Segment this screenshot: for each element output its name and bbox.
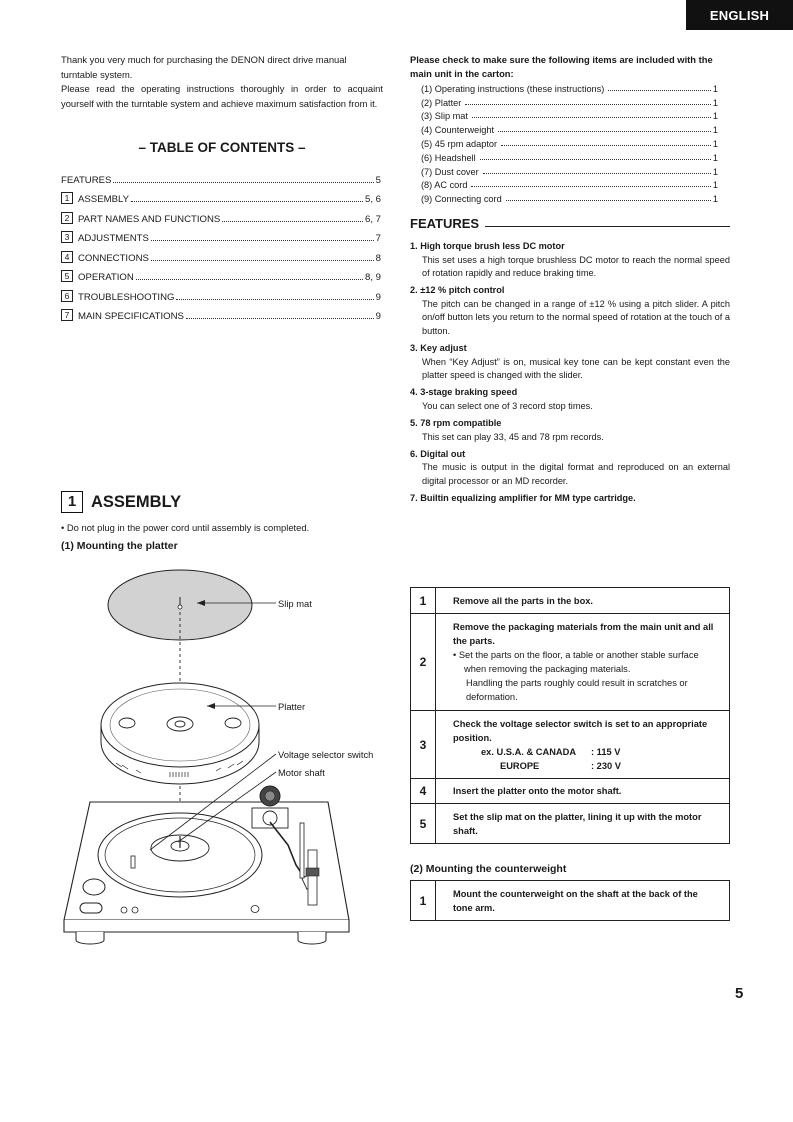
checklist-item-qty: 1 xyxy=(712,194,718,205)
checklist-item-label: (5) 45 rpm adaptor xyxy=(421,138,498,149)
toc-item-number: 7 xyxy=(61,309,73,321)
feature-item xyxy=(410,448,730,489)
step-text: Check the voltage selector switch is set to an appropriate position. xyxy=(453,718,708,743)
checklist-item-label: (7) Dust cover xyxy=(421,166,479,177)
leader-dots xyxy=(465,104,711,105)
leader-dots xyxy=(498,131,711,132)
assembly-warning: • Do not plug in the power cord until assembly is completed. xyxy=(61,522,310,533)
feature-title: 4. 3-stage braking speed xyxy=(410,387,518,398)
toc-leader-dots xyxy=(113,182,373,183)
feature-item xyxy=(410,386,730,413)
checklist-item-label: (4) Counterweight xyxy=(421,125,495,136)
feature-description: The music is output in the digital format and reproduced on an external digital processor or an MD recorder. xyxy=(422,462,730,486)
features-title: FEATURES xyxy=(410,216,480,231)
toc-leader-dots xyxy=(176,299,373,300)
step-text: Remove all the parts in the box. xyxy=(436,588,730,614)
toc-item[interactable] xyxy=(61,186,381,206)
feature-title: 5. 78 rpm compatible xyxy=(410,418,502,429)
feature-item xyxy=(410,342,730,383)
table-row xyxy=(411,881,730,921)
section-title: ASSEMBLY xyxy=(91,492,182,511)
list-item xyxy=(421,149,718,163)
subheading-mounting-counterweight: (2) Mounting the counterweight xyxy=(410,863,567,875)
list-item xyxy=(421,163,718,177)
feature-title: 6. Digital out xyxy=(410,448,466,459)
toc-item-page: 6, 7 xyxy=(364,213,381,225)
leader-dots xyxy=(480,159,711,160)
toc-title: – TABLE OF CONTENTS – xyxy=(138,140,306,155)
feature-title: 7. Builtin equalizing amplifier for MM type cartridge. xyxy=(410,493,636,504)
feature-description: The pitch can be changed in a range of ±12 % using a pitch slider. A pitch on/off button lets you return to the normal speed of rotation at the touch of a button. xyxy=(422,298,730,337)
voltage-region-label: EUROPE xyxy=(500,760,540,771)
checklist-item-qty: 1 xyxy=(712,152,718,163)
step-number: 5 xyxy=(411,804,436,844)
toc-leader-dots xyxy=(131,201,363,202)
toc-item[interactable] xyxy=(61,166,381,186)
step-text-block xyxy=(436,614,730,711)
table-row xyxy=(411,804,730,844)
table-row xyxy=(411,614,730,711)
step-bullet: • Set the parts on the floor, a table or another stable surface when removing the packaging materials. xyxy=(453,650,699,674)
leader-dots xyxy=(472,117,711,118)
assembly-steps-table xyxy=(410,587,730,844)
step-text: Mount the counterweight on the shaft at the back of the tone arm. xyxy=(436,881,730,921)
toc-item-number: 4 xyxy=(61,251,73,263)
list-item xyxy=(421,190,718,204)
list-item xyxy=(421,108,718,122)
toc-item[interactable] xyxy=(61,283,381,303)
step-text: Set the slip mat on the platter, lining it up with the motor shaft. xyxy=(436,804,730,844)
feature-item xyxy=(410,417,730,444)
checklist-item-qty: 1 xyxy=(712,111,718,122)
subheading-mounting-platter: (1) Mounting the platter xyxy=(61,540,178,552)
toc-item-label: ASSEMBLY xyxy=(78,194,130,205)
table-of-contents xyxy=(61,166,381,322)
heading-rule xyxy=(485,226,730,227)
feature-title: 3. Key adjust xyxy=(410,343,467,354)
checklist xyxy=(421,80,718,204)
checklist-item-label: (6) Headshell xyxy=(421,152,476,163)
feature-item xyxy=(410,284,730,338)
checklist-item-qty: 1 xyxy=(712,83,718,94)
toc-item[interactable] xyxy=(61,205,381,225)
section-number-box: 1 xyxy=(61,491,83,513)
toc-item[interactable] xyxy=(61,244,381,264)
label-platter: Platter xyxy=(278,701,306,712)
features-list xyxy=(410,240,730,509)
checklist-item-qty: 1 xyxy=(712,125,718,136)
leader-dots xyxy=(501,145,711,146)
toc-item-page: 7 xyxy=(375,233,381,244)
features-heading xyxy=(410,216,730,231)
table-row xyxy=(411,588,730,614)
checklist-item-label: (2) Platter xyxy=(421,97,462,108)
page-number: 5 xyxy=(735,985,744,1002)
checklist-item-qty: 1 xyxy=(712,166,718,177)
step-text: Insert the platter onto the motor shaft. xyxy=(436,779,730,804)
toc-item-label: FEATURES xyxy=(61,174,112,186)
step-number: 1 xyxy=(411,881,436,921)
step-number: 1 xyxy=(411,588,436,614)
voltage-value: : 115 V xyxy=(591,746,621,757)
step-note: Handling the parts roughly could result in scratches or deformation. xyxy=(466,678,688,702)
voltage-region-label: ex. U.S.A. & CANADA xyxy=(481,746,577,757)
voltage-value: : 230 V xyxy=(591,760,621,771)
label-slip-mat: Slip mat xyxy=(278,598,312,609)
step-number: 4 xyxy=(411,779,436,804)
checklist-heading: Please check to make sure the following items are included with the main unit in the carton: xyxy=(410,54,713,79)
toc-item-label: CONNECTIONS xyxy=(78,252,149,264)
checklist-item-label: (3) Slip mat xyxy=(421,111,468,122)
label-motor-shaft: Motor shaft xyxy=(278,767,325,778)
table-row xyxy=(411,711,730,779)
toc-item-page: 8 xyxy=(375,252,381,264)
toc-item[interactable] xyxy=(61,264,381,284)
toc-item-label: MAIN SPECIFICATIONS xyxy=(78,311,184,322)
intro-paragraph-1: Thank you very much for purchasing the DENON direct drive manual turntable system. xyxy=(61,54,347,80)
toc-item-page: 8, 9 xyxy=(364,272,381,283)
label-voltage-selector: Voltage selector switch xyxy=(278,749,374,760)
feature-description: This set uses a high torque brushless DC motor to reach the normal speed of rotation rapidly and reduce braking time. xyxy=(422,254,730,279)
turntable-assembly-diagram xyxy=(60,560,400,975)
intro-text xyxy=(61,53,383,111)
toc-item-number: 6 xyxy=(61,290,73,302)
toc-item-number: 3 xyxy=(61,231,73,243)
checklist-item-label: (9) Connecting cord xyxy=(421,194,502,205)
toc-item-label: OPERATION xyxy=(78,272,134,283)
toc-leader-dots xyxy=(222,221,363,222)
toc-item[interactable] xyxy=(61,225,381,245)
step-number: 2 xyxy=(411,614,436,711)
checklist-item-label: (1) Operating instructions (these instructions) xyxy=(421,83,605,94)
feature-title: 1. High torque brush less DC motor xyxy=(410,241,565,251)
feature-description: This set can play 33, 45 and 78 rpm records. xyxy=(422,431,604,442)
feature-item xyxy=(410,492,730,506)
feature-title: 2. ±12 % pitch control xyxy=(410,285,505,296)
checklist-item-qty: 1 xyxy=(712,138,718,149)
leader-dots xyxy=(471,186,710,187)
leader-dots xyxy=(506,200,711,201)
toc-item-label: TROUBLESHOOTING xyxy=(78,291,175,303)
toc-item-page: 9 xyxy=(375,311,381,322)
toc-leader-dots xyxy=(186,318,374,319)
toc-leader-dots xyxy=(151,240,374,241)
voltage-example-us xyxy=(453,745,719,759)
toc-item-number: 5 xyxy=(61,270,73,282)
toc-item[interactable] xyxy=(61,303,381,323)
leader-dots xyxy=(483,173,711,174)
feature-description: When “Key Adjust” is on, musical key tone can be kept constant even the platter speed is changed with the slider. xyxy=(422,356,730,381)
toc-item-page: 5, 6 xyxy=(364,194,381,205)
list-item xyxy=(421,80,718,94)
list-item xyxy=(421,94,718,108)
section-heading-assembly xyxy=(61,491,181,513)
checklist-item-label: (8) AC cord xyxy=(421,180,468,191)
toc-item-label: ADJUSTMENTS xyxy=(78,233,149,244)
toc-item-number: 2 xyxy=(61,212,73,224)
list-item xyxy=(421,135,718,149)
list-item xyxy=(421,121,718,135)
table-row xyxy=(411,779,730,804)
checklist-item-qty: 1 xyxy=(712,180,718,191)
intro-paragraph-2: Please read the operating instructions thoroughly in order to acquaint yourself with the turntable system and achieve maximum satisfaction from it. xyxy=(61,83,383,109)
feature-description: You can select one of 3 record stop times. xyxy=(422,401,593,412)
counterweight-steps-table xyxy=(410,880,730,921)
toc-leader-dots xyxy=(136,279,363,280)
step-number: 3 xyxy=(411,711,436,779)
step-text-block xyxy=(436,711,730,779)
checklist-item-qty: 1 xyxy=(712,97,718,108)
language-badge: ENGLISH xyxy=(686,0,793,30)
feature-item xyxy=(410,240,730,281)
toc-item-page: 9 xyxy=(375,291,381,303)
toc-leader-dots xyxy=(151,260,374,261)
toc-item-page: 5 xyxy=(375,174,381,186)
toc-item-number: 1 xyxy=(61,192,73,204)
leader-dots xyxy=(608,90,711,91)
list-item xyxy=(421,177,718,191)
voltage-example-eu xyxy=(453,759,719,773)
step-text: Remove the packaging materials from the main unit and all the parts. xyxy=(453,622,714,646)
toc-item-label: PART NAMES AND FUNCTIONS xyxy=(78,213,221,225)
